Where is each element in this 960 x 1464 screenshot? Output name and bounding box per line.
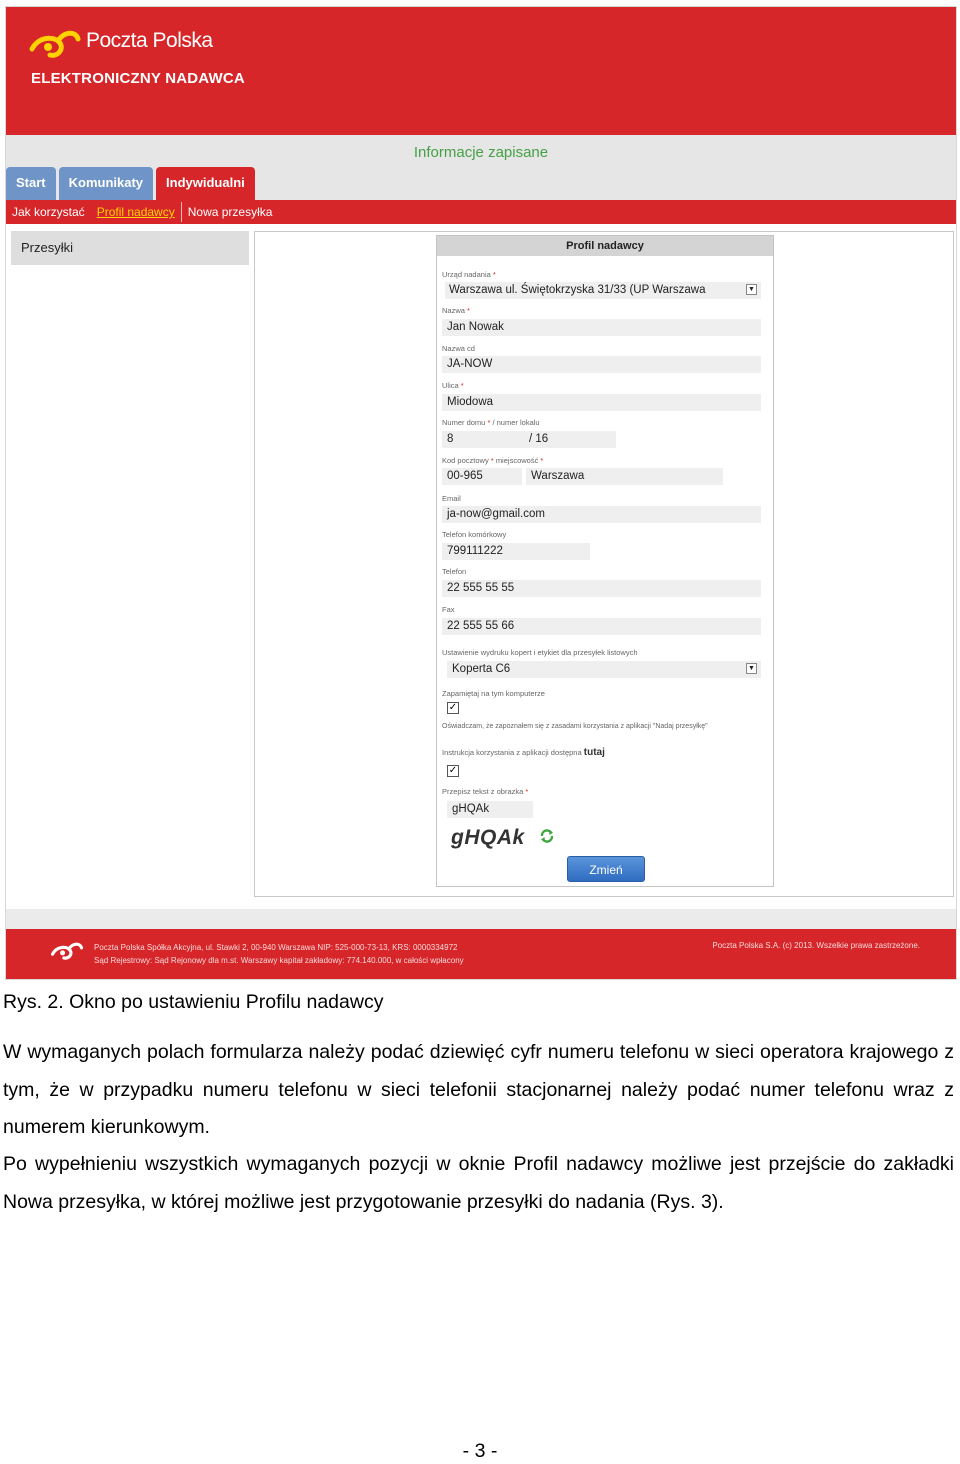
instructions-checkbox[interactable]: ✓	[448, 765, 458, 776]
email-label: Email	[442, 494, 461, 503]
app-subtitle: ELEKTRONICZNY NADAWCA	[31, 70, 245, 87]
captcha-image: gHQAk	[451, 826, 525, 849]
mobile-label: Telefon komórkowy	[442, 530, 507, 539]
footer-copyright: Poczta Polska S.A. (c) 2013. Wszelkie prawa zastrzeżone.	[712, 941, 920, 950]
subnav-nowa-przesylka[interactable]: Nowa przesyłka	[187, 205, 273, 219]
footer-divider	[6, 909, 956, 929]
sender-profile-form	[436, 235, 774, 887]
name-cont-label: Nazwa cd	[442, 344, 475, 353]
instructions-label: Instrukcja korzystania z aplikacji dostępna tutaj	[442, 747, 605, 758]
captcha-label: Przepisz tekst z obrazka *	[442, 787, 529, 796]
email-input[interactable]: ja-now@gmail.com	[442, 506, 761, 523]
tab-indywidualni[interactable]: Indywidualni	[156, 167, 255, 200]
tab-start[interactable]: Start	[6, 167, 56, 200]
phone-label: Telefon	[442, 567, 467, 576]
phone-input[interactable]: 22 555 55 55	[442, 580, 761, 597]
print-setting-select[interactable]: Koperta C6 ▼	[447, 661, 761, 678]
captcha-input[interactable]: gHQAk	[447, 801, 533, 818]
house-number-label: Numer domu * / numer lokalu	[442, 418, 540, 427]
office-label: Urząd nadania *	[442, 270, 496, 279]
fax-input[interactable]: 22 555 55 66	[442, 618, 761, 635]
city-input[interactable]: Warszawa	[526, 468, 723, 485]
subnav-profil-nadawcy[interactable]: Profil nadawcy	[96, 205, 175, 219]
mobile-input[interactable]: 799111222	[442, 543, 590, 560]
tab-komunikaty[interactable]: Komunikaty	[59, 167, 153, 200]
fax-label: Fax	[442, 605, 455, 614]
accept-terms-text: Oświadczam, że zapoznałem się z zasadami korzystania z aplikacji "Nadaj przesyłkę"	[442, 723, 708, 730]
form-title: Profil nadawcy	[437, 236, 773, 256]
postal-code-input[interactable]: 00-965	[442, 468, 522, 485]
footer-company-info	[94, 941, 464, 967]
footer-line-1: Poczta Polska Spółka Akcyjna, ul. Stawki 2, 00-940 Warszawa NIP: 525-000-73-13, KRS: 0000334972	[94, 943, 458, 952]
post-horn-logo-icon	[28, 27, 82, 61]
street-label: Ulica *	[442, 381, 464, 390]
name-label: Nazwa *	[442, 306, 470, 315]
name-cont-input[interactable]: JA-NOW	[442, 356, 761, 373]
app-footer	[6, 929, 956, 980]
brand-name: Poczta Polska	[86, 29, 213, 52]
remember-label: Zapamiętaj na tym komputerze	[442, 689, 545, 698]
postal-label: Kod pocztowy * miejscowość *	[442, 456, 544, 465]
refresh-icon[interactable]	[539, 828, 555, 844]
house-number-input[interactable]: 8	[442, 431, 524, 448]
footer-line-2: Sąd Rejestrowy: Sąd Rejonowy dla m.st. Warszawy kapitał zakładowy: 774.140.000, w całości wpłacony	[94, 956, 464, 965]
street-input[interactable]: Miodowa	[442, 394, 761, 411]
status-message: Informacje zapisane	[413, 144, 549, 161]
app-header	[6, 7, 956, 135]
print-setting-label: Ustawienie wydruku kopert i etykiet dla przesyłek listowych	[442, 648, 638, 657]
app-screenshot	[5, 6, 957, 980]
main-tabs	[6, 167, 258, 200]
sub-navigation	[6, 200, 956, 224]
page-number: - 3 -	[462, 1440, 498, 1462]
sidebar-item-przesylki[interactable]: Przesyłki	[11, 231, 249, 265]
chevron-down-icon: ▼	[746, 284, 757, 295]
post-horn-logo-icon	[50, 940, 84, 962]
instructions-link[interactable]: tutaj	[583, 747, 605, 758]
name-input[interactable]: Jan Nowak	[442, 319, 761, 336]
figure-caption: Rys. 2. Okno po ustawieniu Profilu nadawcy	[3, 991, 384, 1013]
flat-number-input[interactable]: / 16	[524, 431, 616, 448]
subnav-jak-korzystac[interactable]: Jak korzystać	[12, 205, 85, 219]
office-select[interactable]: Warszawa ul. Świętokrzyska 31/33 (UP Warszawa ▼	[445, 282, 761, 299]
paragraph-phone-rules: W wymaganych polach formularza należy podać dziewięć cyfr numeru telefonu w sieci operatora krajowego z tym, że w przypadku numeru telefonu w sieci telefonii stacjonarnej należy podać numer telefonu wraz z numerem kierunkowym.	[3, 1041, 954, 1138]
paragraph-next-step: Po wypełnieniu wszystkich wymaganych pozycji w oknie Profil nadawcy możliwe jest przejście do zakładki Nowa przesyłka, w której możliwe jest przygotowanie przesyłki do nadania (Rys. 3).	[3, 1153, 954, 1213]
chevron-down-icon: ▼	[746, 663, 757, 674]
remember-checkbox[interactable]: ✓	[448, 702, 458, 713]
change-button[interactable]: Zmień	[567, 856, 645, 882]
